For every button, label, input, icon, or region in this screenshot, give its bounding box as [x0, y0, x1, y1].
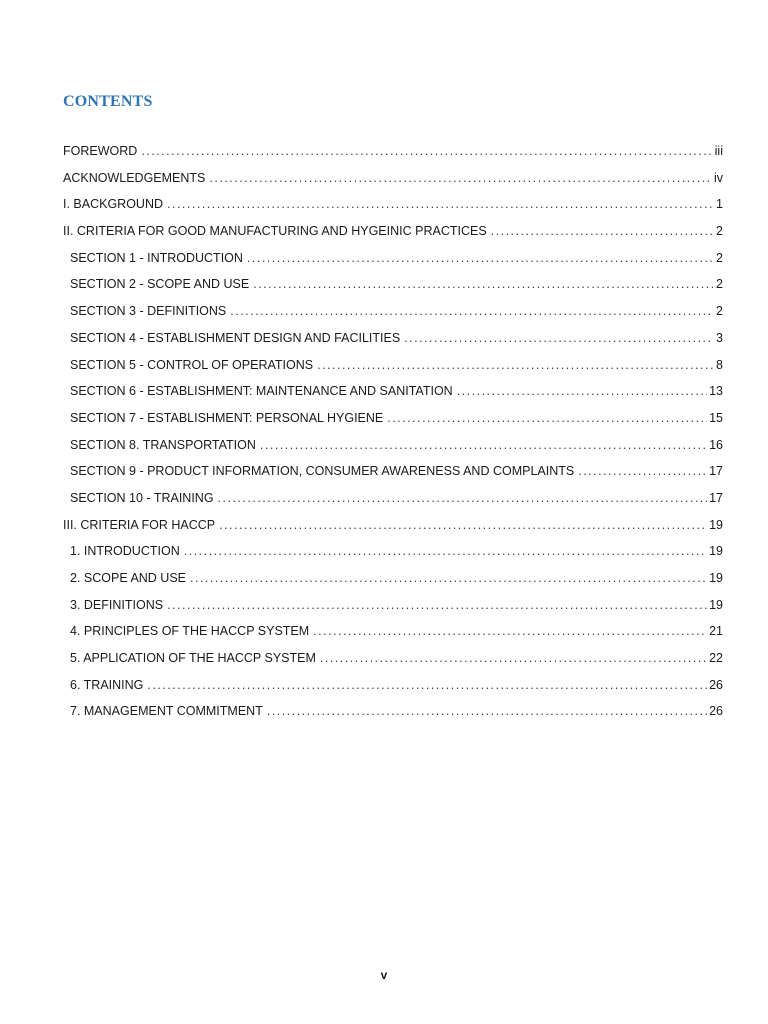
toc-entry-title: SECTION 9 - PRODUCT INFORMATION, CONSUMER AWARENESS AND COMPLAINTS [70, 464, 575, 479]
toc-entry[interactable] [63, 621, 723, 648]
toc-entry[interactable] [63, 141, 723, 168]
toc-entry-page-number: 19 [709, 517, 723, 532]
toc-entry-page-number: 2 [716, 304, 723, 319]
toc-entry-page-number: 21 [709, 624, 723, 639]
dot-leader [404, 328, 713, 348]
toc-entry-title: SECTION 8. TRANSPORTATION [70, 437, 256, 452]
toc-entry-page-number: 3 [716, 330, 723, 345]
dot-leader [167, 595, 707, 615]
toc-entry[interactable] [63, 274, 723, 301]
toc-entry-page-number: 19 [709, 571, 723, 585]
toc-entry-title: I. BACKGROUND [63, 197, 164, 212]
toc-entry-page-number: 17 [709, 464, 723, 479]
dot-leader [260, 435, 707, 455]
toc-entry-page-number: 22 [709, 651, 723, 666]
toc-entry-title: ACKNOWLEDGEMENTS [63, 170, 206, 185]
toc-entry[interactable] [63, 301, 723, 328]
toc-entry[interactable] [63, 168, 723, 195]
toc-entry-title: 2. SCOPE AND USE [70, 571, 187, 585]
toc-entry[interactable] [63, 595, 723, 622]
toc-entry-page-number: 13 [709, 384, 723, 399]
toc-entry-page-number: 26 [709, 704, 723, 719]
toc-entry-title: 5. APPLICATION OF THE HACCP SYSTEM [70, 651, 316, 666]
dot-leader [190, 568, 707, 588]
toc-entry-page-number: 26 [709, 677, 723, 692]
dot-leader [320, 648, 707, 668]
toc-entry-page-number: iv [713, 170, 723, 185]
toc-entry[interactable] [63, 461, 723, 488]
dot-leader [147, 675, 707, 695]
toc-entry-title: 3. DEFINITIONS [70, 597, 164, 612]
dot-leader [578, 461, 707, 481]
toc-entry-title: SECTION 3 - DEFINITIONS [70, 304, 227, 319]
toc-entry[interactable] [63, 248, 723, 275]
toc-entry[interactable] [63, 515, 723, 542]
contents-heading: CONTENTS [63, 93, 153, 110]
toc-entry-page-number: 2 [716, 277, 723, 292]
toc-entry[interactable] [63, 701, 723, 728]
toc-entry[interactable] [63, 328, 723, 355]
toc-entry-page-number: 8 [716, 357, 723, 372]
dot-leader [141, 141, 712, 161]
toc-entry[interactable] [63, 541, 723, 568]
toc-entry-title: SECTION 10 - TRAINING [70, 490, 214, 505]
dot-leader [457, 381, 707, 401]
dot-leader [209, 168, 712, 188]
toc-entry-title: FOREWORD [63, 144, 138, 158]
dot-leader [267, 701, 707, 721]
dot-leader [219, 515, 707, 535]
toc-entry-page-number: 15 [709, 410, 723, 425]
toc-entry-title: 6. TRAINING [70, 677, 144, 692]
dot-leader [317, 355, 713, 375]
dot-leader [387, 408, 707, 428]
toc-entry-title: SECTION 1 - INTRODUCTION [70, 250, 243, 265]
toc-entry-page-number: 19 [709, 597, 723, 612]
toc-entry-page-number: iii [714, 144, 723, 158]
toc-entry-title: 7. MANAGEMENT COMMITMENT [70, 704, 263, 719]
toc-entry-page-number: 2 [716, 224, 723, 239]
toc-entry[interactable] [63, 381, 723, 408]
dot-leader [253, 274, 713, 294]
toc-entry[interactable] [63, 675, 723, 702]
toc-entry[interactable] [63, 355, 723, 382]
toc-entry[interactable] [63, 568, 723, 595]
dot-leader [230, 301, 713, 321]
toc-entry-title: II. CRITERIA FOR GOOD MANUFACTURING AND HYGEINIC PRACTICES [63, 224, 487, 239]
toc-entry-page-number: 1 [716, 197, 723, 212]
toc-entry-title: 4. PRINCIPLES OF THE HACCP SYSTEM [70, 624, 310, 639]
toc-entry[interactable] [63, 194, 723, 221]
toc-entry[interactable] [63, 488, 723, 515]
toc-entry-page-number: 16 [709, 437, 723, 452]
toc-entry-title: SECTION 4 - ESTABLISHMENT DESIGN AND FACILITIES [70, 330, 401, 345]
toc-entry-title: 1. INTRODUCTION [70, 544, 180, 559]
toc-entry-page-number: 2 [716, 250, 723, 265]
dot-leader [491, 221, 713, 241]
dot-leader [167, 194, 713, 214]
toc-entry-page-number: 17 [709, 490, 723, 505]
toc-entry-title: SECTION 5 - CONTROL OF OPERATIONS [70, 357, 314, 372]
toc-entry-title: III. CRITERIA FOR HACCP [63, 517, 216, 532]
toc-entry[interactable] [63, 221, 723, 248]
dot-leader [184, 541, 707, 561]
table-of-contents [63, 141, 723, 728]
toc-entry[interactable] [63, 408, 723, 435]
dot-leader [313, 621, 707, 641]
dot-leader [218, 488, 708, 508]
dot-leader [247, 248, 713, 268]
page-number: v [380, 968, 388, 982]
toc-entry-title: SECTION 6 - ESTABLISHMENT: MAINTENANCE AND SANITATION [70, 384, 453, 399]
toc-entry-title: SECTION 2 - SCOPE AND USE [70, 277, 250, 292]
toc-entry[interactable] [63, 648, 723, 675]
toc-entry-page-number: 19 [709, 544, 723, 559]
toc-entry[interactable] [63, 435, 723, 462]
toc-entry-title: SECTION 7 - ESTABLISHMENT: PERSONAL HYGIENE [70, 410, 384, 425]
